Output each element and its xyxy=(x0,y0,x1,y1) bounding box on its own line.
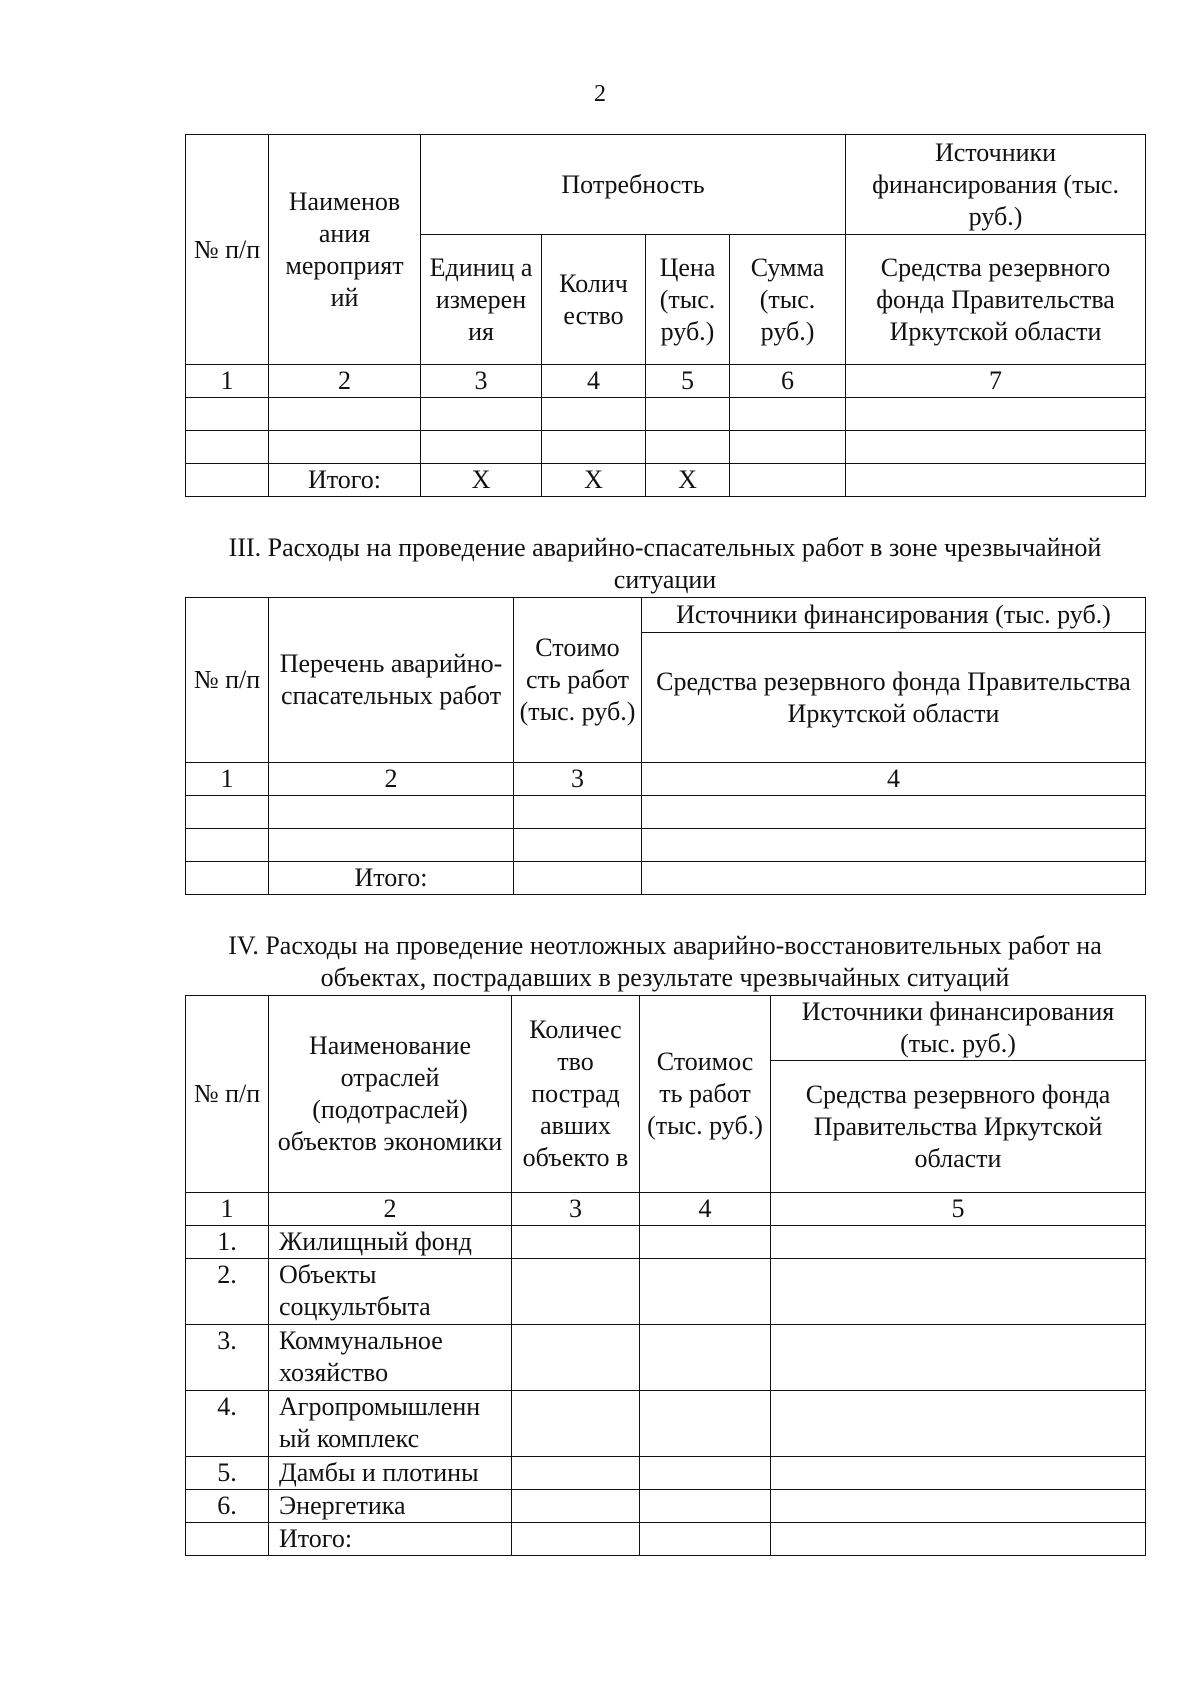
cell xyxy=(640,1226,771,1259)
col-header-quantity: Колич ество xyxy=(542,235,646,365)
table-row xyxy=(186,431,1146,464)
cell xyxy=(640,1325,771,1391)
column-number: 4 xyxy=(640,1193,771,1226)
col-header-sources: Источники финансирования (тыс. руб.) xyxy=(846,135,1146,235)
row-number: 5. xyxy=(186,1457,269,1490)
cell xyxy=(514,862,642,895)
col-header-number: № п/п xyxy=(186,598,269,763)
cell xyxy=(846,464,1146,497)
total-mark: Х xyxy=(542,464,646,497)
cell xyxy=(642,829,1146,862)
column-number: 3 xyxy=(514,763,642,796)
col-header-number: № п/п xyxy=(186,996,269,1193)
cell xyxy=(640,1457,771,1490)
column-number: 3 xyxy=(512,1193,640,1226)
cell xyxy=(542,398,646,431)
cell xyxy=(186,398,269,431)
cell xyxy=(642,796,1146,829)
section-4-heading: IV. Расходы на проведение неотложных аварийно-восстановительных работ на объектах, пострадавших в результате чрезвычайных ситуаций xyxy=(228,931,1102,992)
total-label: Итого: xyxy=(269,1523,512,1556)
cell xyxy=(514,796,642,829)
column-numbers-row xyxy=(186,763,1146,796)
cell xyxy=(846,431,1146,464)
cell xyxy=(186,431,269,464)
column-number: 5 xyxy=(771,1193,1146,1226)
col-header-sum: Сумма (тыс. руб.) xyxy=(730,235,846,365)
col-header-event-name: Наименов ания мероприят ий xyxy=(269,135,421,365)
cell xyxy=(512,1490,640,1523)
column-numbers-row xyxy=(186,1193,1146,1226)
total-row xyxy=(186,1523,1146,1556)
col-header-sector-name: Наименование отраслей (подотраслей) объектов экономики xyxy=(269,996,512,1193)
column-number: 2 xyxy=(269,763,514,796)
cell xyxy=(642,862,1146,895)
col-header-number: № п/п xyxy=(186,135,269,365)
col-header-sources: Источники финансирования (тыс. руб.) xyxy=(771,996,1146,1061)
cell xyxy=(512,1259,640,1325)
sector-name: Энергетика xyxy=(269,1490,512,1523)
table-row xyxy=(186,398,1146,431)
cell xyxy=(730,431,846,464)
cell xyxy=(512,1457,640,1490)
col-header-reserve-fund: Средства резервного фонда Правительства Иркутской области xyxy=(771,1061,1146,1193)
column-number: 1 xyxy=(186,763,269,796)
cell xyxy=(730,464,846,497)
total-row xyxy=(186,862,1146,895)
col-header-cost: Стоимо сть работ (тыс. руб.) xyxy=(514,598,642,763)
cell xyxy=(186,862,269,895)
cell xyxy=(771,1457,1146,1490)
col-header-affected-count: Количес тво пострад авших объекто в xyxy=(512,996,640,1193)
column-numbers-row xyxy=(186,365,1146,398)
rescue-works-table xyxy=(185,597,1146,895)
cell xyxy=(512,1391,640,1457)
cell xyxy=(421,431,542,464)
row-number: 6. xyxy=(186,1490,269,1523)
col-header-price: Цена (тыс. руб.) xyxy=(646,235,730,365)
cell xyxy=(542,431,646,464)
cell xyxy=(771,1325,1146,1391)
column-number: 4 xyxy=(542,365,646,398)
col-header-reserve-fund: Средства резервного фонда Правительства Иркутской области xyxy=(846,235,1146,365)
column-number: 6 xyxy=(730,365,846,398)
sector-name: Жилищный фонд xyxy=(269,1226,512,1259)
col-header-cost: Стоимос ть работ (тыс. руб.) xyxy=(640,996,771,1193)
cell xyxy=(640,1391,771,1457)
col-header-reserve-fund: Средства резервного фонда Правительства Иркутской области xyxy=(642,633,1146,763)
column-number: 3 xyxy=(421,365,542,398)
cell xyxy=(730,398,846,431)
sector-name: Коммунальное хозяйство xyxy=(269,1325,512,1391)
row-number: 1. xyxy=(186,1226,269,1259)
column-number: 4 xyxy=(642,763,1146,796)
table-row xyxy=(186,796,1146,829)
cell xyxy=(646,431,730,464)
cell xyxy=(269,431,421,464)
col-header-sources: Источники финансирования (тыс. руб.) xyxy=(642,598,1146,633)
total-mark: Х xyxy=(646,464,730,497)
cell xyxy=(269,398,421,431)
table-row xyxy=(186,1490,1146,1523)
column-number: 1 xyxy=(186,365,269,398)
table-row xyxy=(186,1391,1146,1457)
cell xyxy=(186,1523,269,1556)
cell xyxy=(846,398,1146,431)
sector-name: Объекты соцкультбыта xyxy=(269,1259,512,1325)
cell xyxy=(771,1523,1146,1556)
total-mark: Х xyxy=(421,464,542,497)
cell xyxy=(512,1226,640,1259)
table-row xyxy=(186,1226,1146,1259)
cell xyxy=(186,796,269,829)
table-row xyxy=(186,1259,1146,1325)
table-row xyxy=(186,829,1146,862)
total-row xyxy=(186,464,1146,497)
column-number: 1 xyxy=(186,1193,269,1226)
column-number: 2 xyxy=(269,365,421,398)
restoration-works-table xyxy=(185,995,1146,1556)
sector-name: Агропромышленн ый комплекс xyxy=(269,1391,512,1457)
cell xyxy=(512,1523,640,1556)
col-header-need: Потребность xyxy=(421,135,846,235)
cell xyxy=(512,1325,640,1391)
section-3-heading: III. Расходы на проведение аварийно-спасательных работ в зоне чрезвычайной ситуации xyxy=(228,533,1102,594)
col-header-unit: Единиц а измерен ия xyxy=(421,235,542,365)
cell xyxy=(186,464,269,497)
column-number: 7 xyxy=(846,365,1146,398)
cell xyxy=(640,1259,771,1325)
cell xyxy=(646,398,730,431)
row-number: 4. xyxy=(186,1391,269,1457)
total-label: Итого: xyxy=(269,464,421,497)
cell xyxy=(269,796,514,829)
cell xyxy=(421,398,542,431)
row-number: 3. xyxy=(186,1325,269,1391)
cell xyxy=(640,1490,771,1523)
table-row xyxy=(186,1457,1146,1490)
cell xyxy=(514,829,642,862)
table-row xyxy=(186,1325,1146,1391)
column-number: 5 xyxy=(646,365,730,398)
cell xyxy=(269,829,514,862)
total-label: Итого: xyxy=(269,862,514,895)
col-header-works-list: Перечень аварийно- спасательных работ xyxy=(269,598,514,763)
cell xyxy=(771,1391,1146,1457)
cell xyxy=(771,1490,1146,1523)
cell xyxy=(771,1259,1146,1325)
needs-table xyxy=(185,134,1146,497)
row-number: 2. xyxy=(186,1259,269,1325)
page-number: 2 xyxy=(594,81,606,107)
cell xyxy=(640,1523,771,1556)
column-number: 2 xyxy=(269,1193,512,1226)
sector-name: Дамбы и плотины xyxy=(269,1457,512,1490)
cell xyxy=(771,1226,1146,1259)
cell xyxy=(186,829,269,862)
